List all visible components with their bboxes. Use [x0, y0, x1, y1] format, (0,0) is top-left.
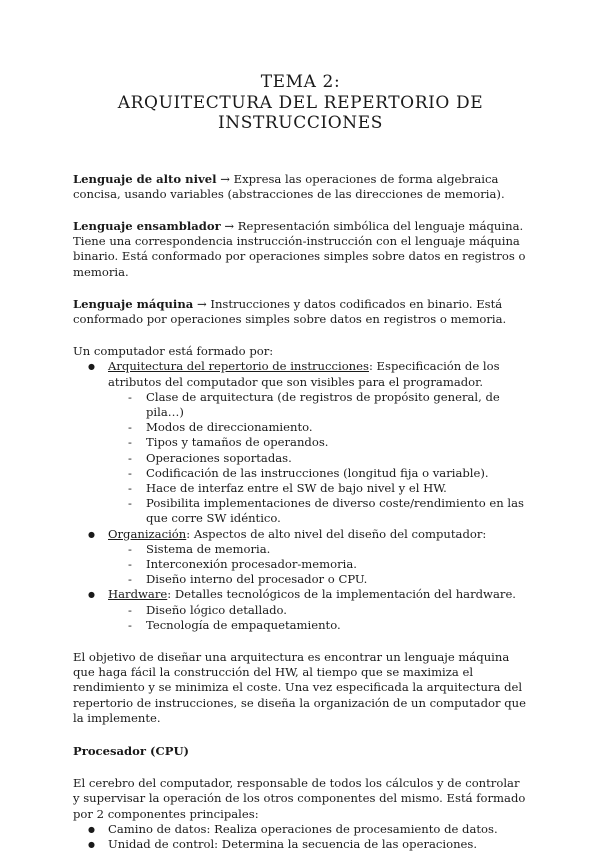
sub-list-item: - Diseño interno del procesador o CPU.	[73, 572, 528, 587]
definition-term: Lenguaje ensamblador	[73, 218, 221, 233]
list-item-hardware	[73, 587, 528, 633]
title-line-3: INSTRUCCIONES	[217, 113, 384, 133]
cpu-components-list	[73, 822, 528, 852]
page-title	[73, 72, 528, 134]
sub-list	[73, 542, 528, 588]
section-heading-cpu: Procesador (CPU)	[73, 744, 190, 758]
item-term: Hardware	[108, 587, 168, 602]
objective-paragraph: El objetivo de diseñar una arquitectura es encontrar un lenguaje máquina que haga fácil la construcción del HW, al tiempo que se maximiza el rendimiento y se minimiza el coste. Una vez especificada la arquitectura del repertorio de instrucciones, se diseña la organización de un computador que la implemente.	[73, 649, 526, 725]
computer-components-list	[73, 359, 528, 633]
computer-intro: Un computador está formado por:	[73, 344, 274, 359]
title-line-1: TEMA 2:	[260, 72, 341, 92]
list-item-architecture	[73, 359, 528, 526]
definition-term: Lenguaje máquina	[73, 296, 194, 311]
item-term: Arquitectura del repertorio de instrucciones	[108, 359, 369, 374]
list-item: ● Unidad de control: Determina la secuencia de las operaciones.	[73, 837, 528, 852]
sub-list-item: - Diseño lógico detallado.	[73, 603, 528, 618]
item-text: : Detalles tecnológicos de la implementación del hardware.	[167, 587, 516, 602]
definition-machine	[73, 297, 528, 327]
sub-list-item: - Clase de arquitectura (de registros de propósito general, de pila…)	[73, 390, 528, 420]
definition-term: Lenguaje de alto nivel	[73, 171, 217, 186]
definition-text: Expresa las operaciones de forma algebraica concisa, usando variables (abstracciones de las direcciones de memoria).	[73, 171, 505, 201]
list-item: ● Camino de datos: Realiza operaciones de procesamiento de datos.	[73, 822, 528, 837]
definition-text: Representación simbólica del lenguaje máquina. Tiene una correspondencia instrucción-instrucción con el lenguaje máquina binario. Está conformado por operaciones simples sobre datos en registros o memoria.	[73, 218, 526, 279]
cpu-paragraph: El cerebro del computador, responsable de todos los cálculos y de controlar y supervisar la operación de los otros componentes del mismo. Está formado por 2 componentes principales:	[73, 776, 526, 821]
sub-list-item: - Tecnología de empaquetamiento.	[73, 618, 528, 633]
sub-list-item: - Posibilita implementaciones de diverso coste/rendimiento en las que corre SW idéntico.	[73, 496, 528, 526]
definition-text: Instrucciones y datos codificados en binario. Está conformado por operaciones simples sobre datos en registros o memoria.	[73, 296, 507, 326]
sub-list-item: - Operaciones soportadas.	[73, 451, 528, 466]
sub-list-item: - Sistema de memoria.	[73, 542, 528, 557]
sub-list	[73, 390, 528, 527]
sub-list-item: - Codificación de las instrucciones (longitud fija o variable).	[73, 466, 528, 481]
title-line-2: ARQUITECTURA DEL REPERTORIO DE	[117, 92, 484, 113]
item-term: Organización	[108, 526, 187, 541]
sub-list-item: - Interconexión procesador-memoria.	[73, 557, 528, 572]
sub-list-item: - Hace de interfaz entre el SW de bajo nivel y el HW.	[73, 481, 528, 496]
definition-high-level	[73, 172, 528, 202]
arrow-symbol: →	[220, 171, 230, 186]
arrow-symbol: →	[196, 296, 207, 311]
sub-list-item: - Tipos y tamaños de operandos.	[73, 435, 528, 450]
definition-assembler	[73, 219, 528, 280]
list-item-organization	[73, 527, 528, 588]
item-text: : Aspectos de alto nivel del diseño del computador:	[186, 526, 487, 541]
sub-list	[73, 603, 528, 633]
arrow-symbol: →	[224, 218, 235, 233]
sub-list-item: - Modos de direccionamiento.	[73, 420, 528, 435]
item-text: : Especificación de los atributos del computador que son visibles para el programador.	[108, 359, 500, 389]
